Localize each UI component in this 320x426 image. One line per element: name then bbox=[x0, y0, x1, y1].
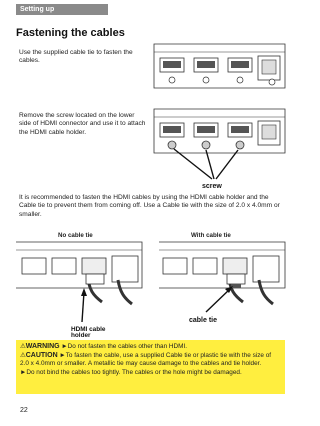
caution-icon: ⚠ bbox=[20, 351, 26, 359]
screw-label: screw bbox=[202, 183, 222, 190]
with-cable-tie-label: With cable tie bbox=[191, 232, 231, 239]
connector-panel-figure-2 bbox=[152, 107, 287, 192]
no-cable-tie-figure bbox=[16, 240, 144, 337]
note-text: It is recommended to fasten the HDMI cables by using the HDMI cable holder and the Cable tie to prevent them from coming off. Use a Cable tie with the size of 2.0 x 4.0mm or smaller. bbox=[19, 194, 280, 218]
warning-text: ►Do not fasten the cables other than HDMI. bbox=[61, 343, 188, 350]
connector-panel-figure-1 bbox=[152, 42, 287, 90]
no-cable-tie-label: No cable tie bbox=[58, 232, 93, 239]
with-cable-tie-figure bbox=[157, 240, 287, 330]
page-number: 22 bbox=[20, 407, 28, 414]
hdmi-holder-label-2: holder bbox=[71, 332, 91, 339]
step1-text: Use the supplied cable tie to fasten the cables. bbox=[19, 49, 133, 65]
caution-text: ►To fasten the cable, use a supplied Cable tie or plastic tie with the size of 2.0 x 4.0mm or smaller. A metallic tie may cause damage to the cables and tie holder. bbox=[20, 351, 272, 368]
warning-label: WARNING bbox=[25, 343, 60, 350]
caution-text-2: ►Do not bind the cables too tightly. The cables or the hole might be damaged. bbox=[20, 368, 242, 376]
page-title: Fastening the cables bbox=[16, 27, 125, 39]
step2-text: Remove the screw located on the lower side of HDMI connector and use it to attach the HDMI cable holder. bbox=[19, 112, 146, 136]
cable-tie-label: cable tie bbox=[189, 317, 218, 324]
hdmi-holder-label-1: HDMI cable bbox=[71, 326, 106, 333]
section-tab: Setting up bbox=[16, 4, 108, 15]
caution-label: CAUTION bbox=[25, 351, 58, 359]
warning-box bbox=[16, 340, 285, 394]
warning-icon: ⚠ bbox=[20, 343, 26, 350]
